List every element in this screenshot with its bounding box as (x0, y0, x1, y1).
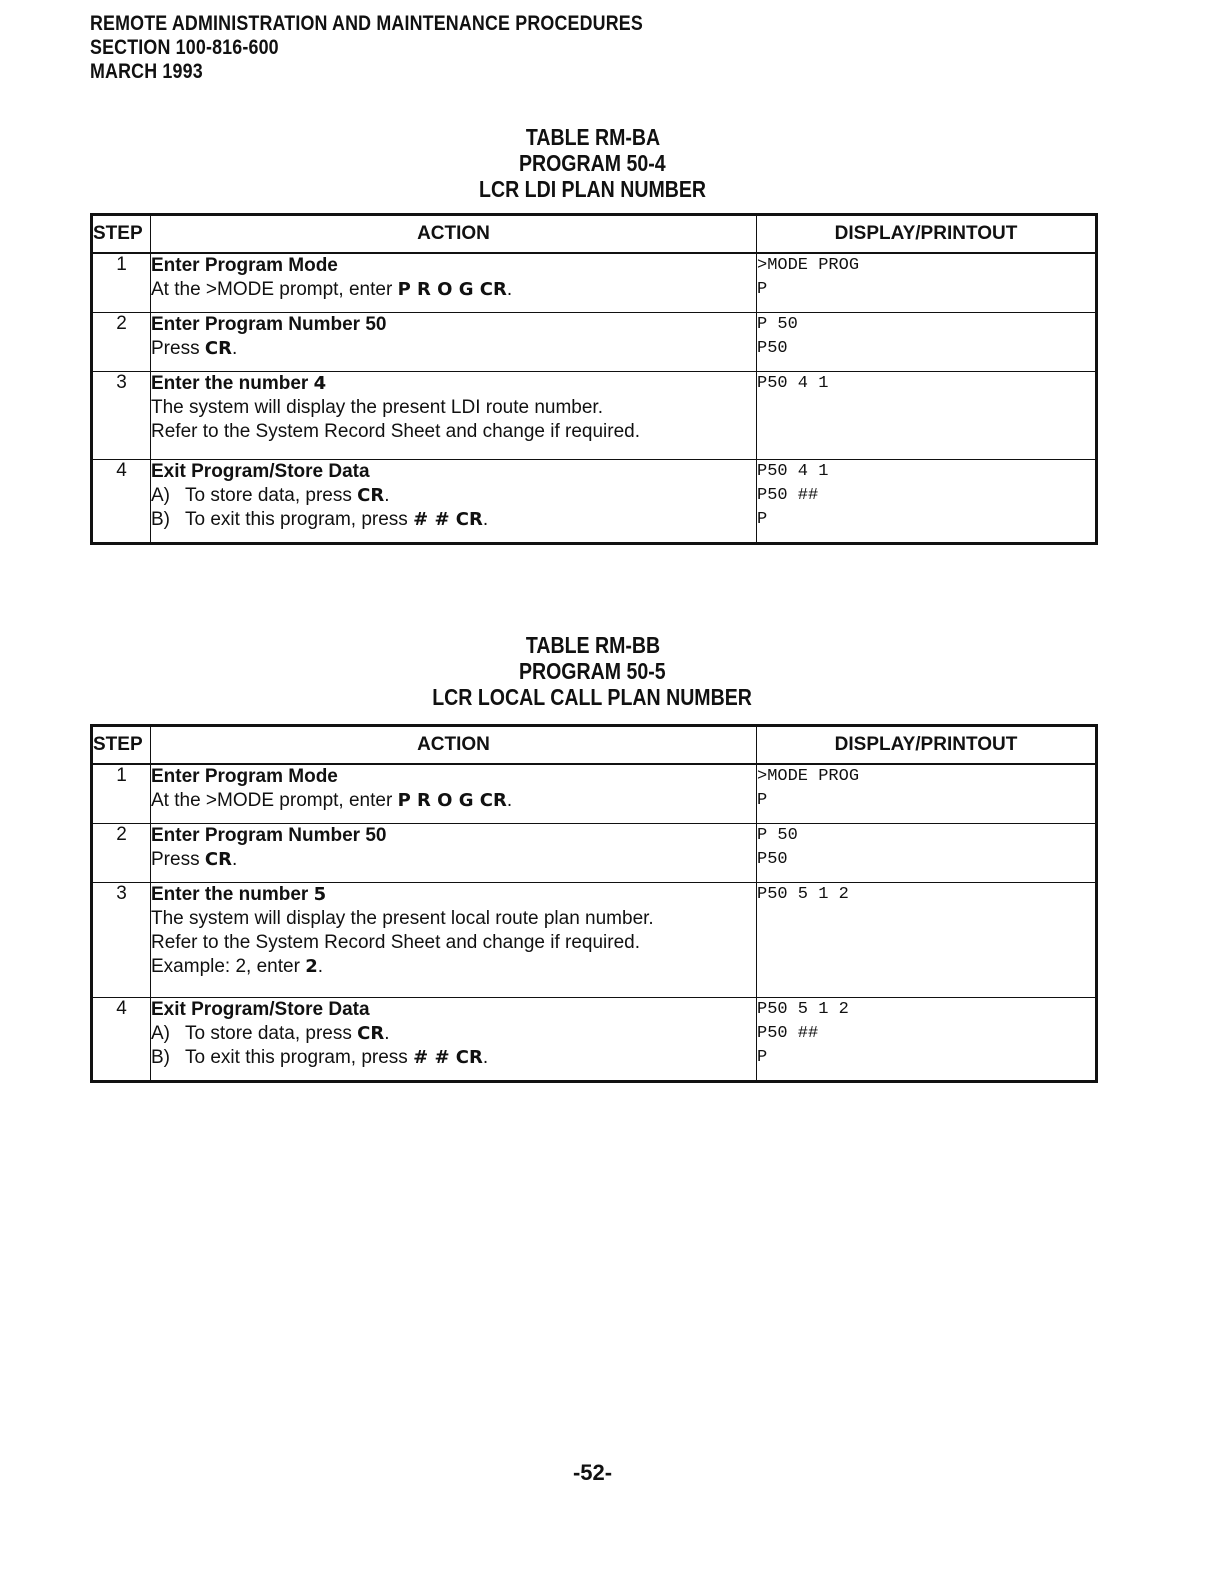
action-heading: Enter Program Number 50 (151, 824, 387, 846)
key-sequence: 5 (313, 883, 327, 905)
display-cell (757, 823, 1097, 882)
header-date: MARCH 1993 (90, 60, 203, 83)
column-header-display: DISPLAY/PRINTOUT (757, 215, 1097, 254)
punctuation: . (482, 1046, 489, 1068)
action-line (151, 278, 756, 302)
display-line: P50 4 1 (757, 373, 829, 393)
action-line (151, 1046, 756, 1070)
action-line (151, 789, 756, 813)
key-sequence: CR (357, 1022, 385, 1044)
display-cell (757, 997, 1097, 1081)
step-number: 1 (92, 764, 151, 823)
option-label: B) (151, 508, 170, 530)
action-heading: Enter Program Mode (151, 255, 338, 276)
display-cell (757, 312, 1097, 371)
action-cell (151, 312, 757, 371)
action-text: At the >MODE prompt, enter (151, 279, 398, 300)
action-cell (151, 997, 757, 1081)
option-label: B) (151, 1046, 170, 1068)
table-row (92, 764, 1097, 823)
display-cell (757, 882, 1097, 997)
display-line: P 50 (757, 314, 798, 334)
punctuation: . (506, 790, 513, 811)
action-line (151, 508, 756, 532)
display-cell (757, 371, 1097, 459)
punctuation: . (231, 848, 238, 870)
display-cell (757, 459, 1097, 543)
program-number: PROGRAM 50-4 (519, 150, 666, 176)
action-heading: Exit Program/Store Data (151, 998, 370, 1020)
display-line: P50 ## (757, 1023, 819, 1043)
display-line: P 50 (757, 825, 798, 845)
key-sequence: CR (357, 484, 385, 506)
key-sequence: P R O G CR (397, 279, 507, 300)
column-header-step: STEP (92, 215, 151, 254)
column-header-step: STEP (92, 726, 151, 765)
action-line: Refer to the System Record Sheet and change if required. (151, 931, 640, 953)
display-line: P50 4 1 (757, 461, 829, 481)
table-row (92, 371, 1097, 459)
key-sequence: # # CR (413, 1046, 483, 1068)
table-row (92, 312, 1097, 371)
display-line: P50 ## (757, 485, 819, 505)
example-text: Example: 2, enter (151, 955, 306, 977)
punctuation: . (384, 484, 390, 506)
punctuation: . (384, 1022, 390, 1044)
action-cell (151, 823, 757, 882)
program-number: PROGRAM 50-5 (519, 658, 666, 684)
action-cell (151, 459, 757, 543)
display-line: P50 5 1 2 (757, 884, 849, 904)
action-cell (151, 882, 757, 997)
display-line: P (757, 509, 768, 529)
display-line: P50 (757, 849, 788, 869)
table-row (92, 997, 1097, 1081)
display-line: P50 5 1 2 (757, 999, 849, 1019)
action-text: To exit this program, press (185, 508, 414, 530)
display-line: >MODE PROG (757, 767, 860, 786)
table-rm-ba-title (0, 124, 1185, 202)
step-number: 1 (92, 253, 151, 312)
punctuation: . (317, 955, 324, 977)
punctuation: . (506, 279, 513, 300)
action-heading (151, 372, 756, 396)
step-number: 4 (92, 997, 151, 1081)
key-sequence: 2 (305, 955, 318, 977)
table-row (92, 253, 1097, 312)
document-header (90, 12, 643, 84)
step-number: 3 (92, 882, 151, 997)
program-name: LCR LOCAL CALL PLAN NUMBER (432, 684, 753, 710)
action-line (151, 848, 756, 872)
step-number: 2 (92, 823, 151, 882)
punctuation: . (482, 508, 489, 530)
header-title: REMOTE ADMINISTRATION AND MAINTENANCE PROCEDURES (90, 12, 643, 35)
header-section: SECTION 100-816-600 (90, 36, 279, 59)
column-header-action: ACTION (151, 215, 757, 254)
display-line: >MODE PROG (757, 256, 860, 275)
action-line (151, 955, 756, 979)
action-heading: Enter Program Mode (151, 766, 338, 787)
step-number: 3 (92, 371, 151, 459)
display-line: P50 (757, 338, 788, 358)
action-text: Press (151, 848, 205, 870)
column-header-action: ACTION (151, 726, 757, 765)
table-row (92, 823, 1097, 882)
procedure-table-rm-bb (90, 724, 1098, 1083)
action-line: The system will display the present LDI route number. (151, 396, 603, 418)
heading-text: Enter the number (151, 883, 314, 905)
table-id: TABLE RM-BB (525, 632, 660, 658)
action-text: To store data, press (185, 484, 358, 506)
key-sequence: P R O G CR (397, 790, 507, 811)
option-label: A) (151, 1022, 170, 1044)
action-heading: Exit Program/Store Data (151, 460, 370, 482)
key-sequence: # # CR (413, 508, 483, 530)
key-sequence: 4 (313, 372, 327, 394)
page-number: -52- (572, 1460, 613, 1485)
heading-text: Enter the number (151, 372, 314, 394)
display-line: P (757, 280, 768, 299)
action-cell (151, 371, 757, 459)
action-line (151, 337, 756, 361)
display-cell (757, 253, 1097, 312)
action-line (151, 1022, 756, 1046)
table-row (92, 882, 1097, 997)
action-text: To store data, press (185, 1022, 358, 1044)
table-id: TABLE RM-BA (525, 124, 660, 150)
table-header-row (92, 215, 1097, 254)
table-rm-bb-title (0, 632, 1185, 710)
action-cell (151, 253, 757, 312)
punctuation: . (231, 337, 238, 359)
action-cell (151, 764, 757, 823)
display-cell (757, 764, 1097, 823)
action-heading (151, 883, 756, 907)
program-name: LCR LDI PLAN NUMBER (478, 176, 706, 202)
procedure-table-rm-ba (90, 213, 1098, 545)
key-sequence: CR (204, 337, 232, 359)
action-text: Press (151, 337, 205, 359)
display-line: P (757, 791, 768, 810)
step-number: 2 (92, 312, 151, 371)
display-line: P (757, 1047, 768, 1067)
action-heading: Enter Program Number 50 (151, 313, 387, 335)
column-header-display: DISPLAY/PRINTOUT (757, 726, 1097, 765)
action-line: The system will display the present local route plan number. (151, 907, 654, 929)
table-header-row (92, 726, 1097, 765)
action-line (151, 484, 756, 508)
option-label: A) (151, 484, 170, 506)
action-text: To exit this program, press (185, 1046, 414, 1068)
action-line: Refer to the System Record Sheet and change if required. (151, 420, 640, 442)
key-sequence: CR (204, 848, 232, 870)
table-row (92, 459, 1097, 543)
action-text: At the >MODE prompt, enter (151, 790, 398, 811)
step-number: 4 (92, 459, 151, 543)
